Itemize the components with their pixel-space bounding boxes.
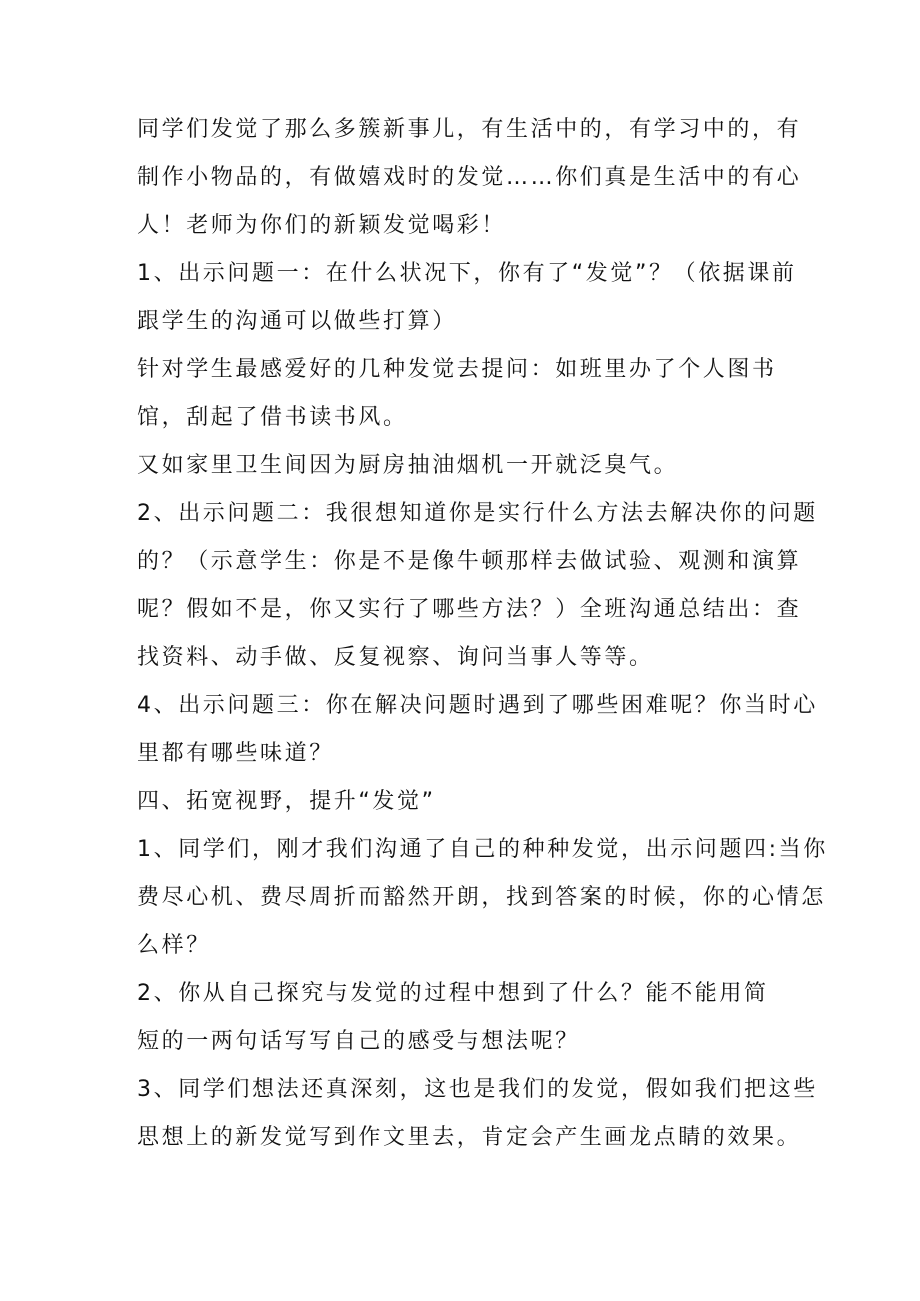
text-line: 2、你从自己探究与发觉的过程中想到了什么？能不能用简 [137,981,769,1006]
text-line: 费尽心机、费尽周折而豁然开朗，找到答案的时候，你的心情怎 [137,885,826,910]
text-line: 针对学生最感爱好的几种发觉去提问：如班里办了个人图书 [137,357,777,382]
text-line: 馆，刮起了借书读书风。 [137,405,408,430]
text-line: 4、出示问题三：你在解决问题时遇到了哪些困难呢？你当时心 [137,693,818,718]
text-line: 短的一两句话写写自己的感受与想法呢？ [137,1029,580,1054]
section-heading: 四、拓宽视野，提升“发觉” [137,789,436,814]
text-line: 跟学生的沟通可以做些打算） [137,309,457,334]
text-line: 里都有哪些味道？ [137,741,334,766]
text-line: 3、同学们想法还真深刻，这也是我们的发觉，假如我们把这些 [137,1077,818,1102]
text-line: 制作小物品的，有做嬉戏时的发觉……你们真是生活中的有心 [137,165,802,190]
text-line: 找资料、动手做、反复视察、询问当事人等等。 [137,645,654,670]
text-line: 么样？ [137,933,211,958]
text-line: 人！老师为你们的新颖发觉喝彩！ [137,213,507,238]
text-line: 的？（示意学生：你是不是像牛顿那样去做试验、观测和演算 [137,549,802,574]
text-line: 2、出示问题二：我很想知道你是实行什么方法去解决你的问题 [137,501,818,526]
text-line: 思想上的新发觉写到作文里去，肯定会产生画龙点睛的效果。 [137,1125,802,1150]
text-line: 1、出示问题一：在什么状况下，你有了“发觉”？（依据课前 [137,261,797,286]
text-line: 又如家里卫生间因为厨房抽油烟机一开就泛臭气。 [137,453,679,478]
text-line: 1、同学们，刚才我们沟通了自己的种种发觉，出示问题四:当你 [137,837,828,862]
text-line: 同学们发觉了那么多簇新事儿，有生活中的，有学习中的，有 [137,117,802,142]
text-line: 呢？假如不是，你又实行了哪些方法？）全班沟通总结出：查 [137,597,802,622]
